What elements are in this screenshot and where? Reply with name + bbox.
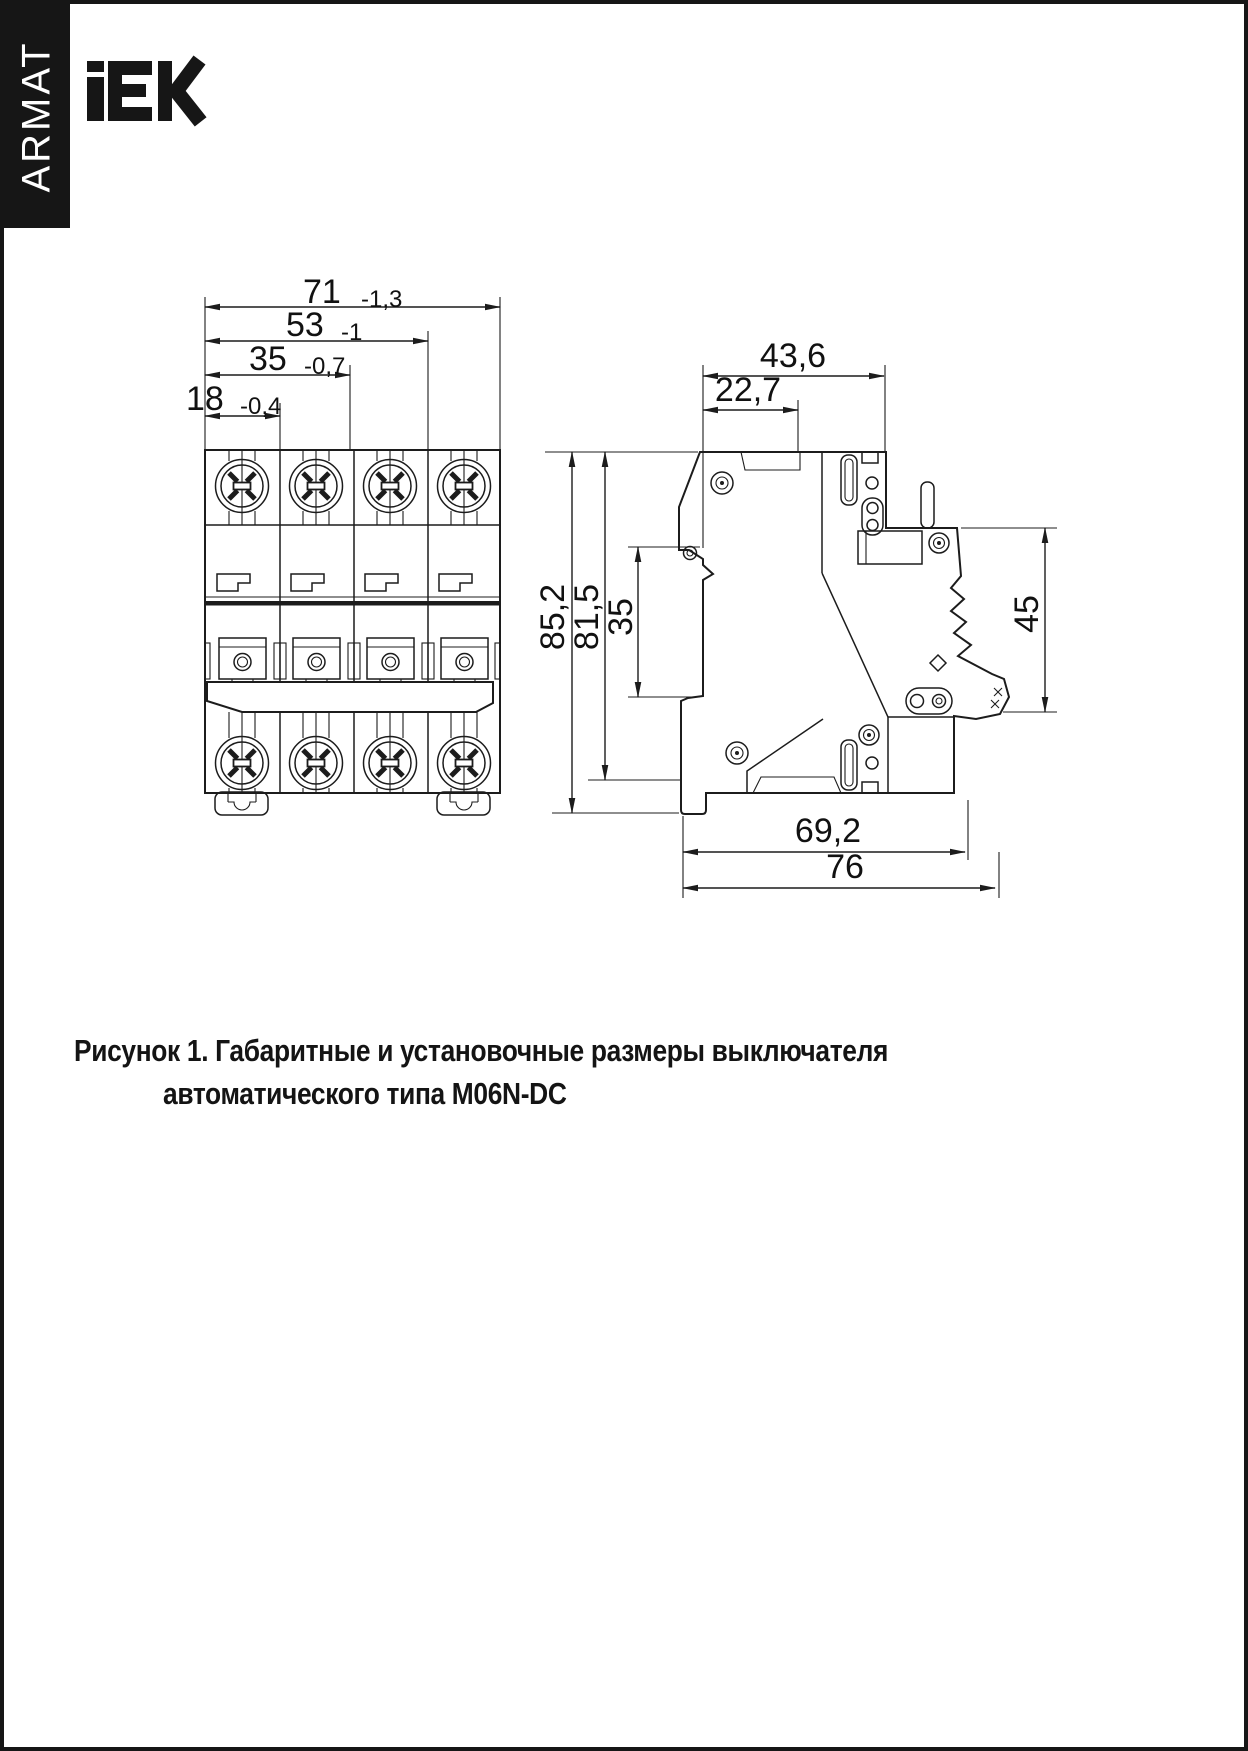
dim-depth-bottom-label: 76 <box>826 848 864 886</box>
dim-front-face-label: 45 <box>1008 595 1046 633</box>
dim-width-2pole-tol: -0,7 <box>304 353 346 380</box>
front-view-drawing <box>186 273 500 815</box>
dim-height-total-label: 85,2 <box>534 583 572 651</box>
figure-caption-line1: Рисунок 1. Габаритные и установочные размеры выключателя <box>74 1033 889 1068</box>
dim-width-1pole-tol: -0,4 <box>240 393 282 420</box>
dim-depth-top-inner-label: 22,7 <box>714 371 782 409</box>
side-view-drawing <box>534 337 1057 898</box>
terminal-screws-top <box>216 450 491 525</box>
dim-width-3pole-value: 53 <box>286 306 324 344</box>
armat-label: ARMAT <box>14 39 59 193</box>
dim-width-total-tol: -1,3 <box>361 286 403 313</box>
dim-width-2pole-value: 35 <box>249 340 287 378</box>
handle-grip-hatch <box>991 688 1002 708</box>
dim-depth-bottom-inner-label: 69,2 <box>794 812 862 850</box>
dim-width-3pole-tol: -1 <box>341 319 363 346</box>
toggle-handles <box>205 638 500 683</box>
handle-tie-bar <box>207 682 493 712</box>
mounting-feet <box>215 792 490 815</box>
dim-height-body-label: 81,5 <box>568 583 606 651</box>
dim-depth-top-label: 43,6 <box>759 337 827 375</box>
dim-width-total-value: 71 <box>303 273 341 311</box>
terminal-screws-bottom <box>216 712 491 793</box>
dim-width-1pole-value: 18 <box>186 380 224 418</box>
figure-caption-line2: автоматического типа M06N-DC <box>163 1076 567 1111</box>
rivets <box>711 472 949 764</box>
dim-din-rail-label: 35 <box>602 598 640 636</box>
